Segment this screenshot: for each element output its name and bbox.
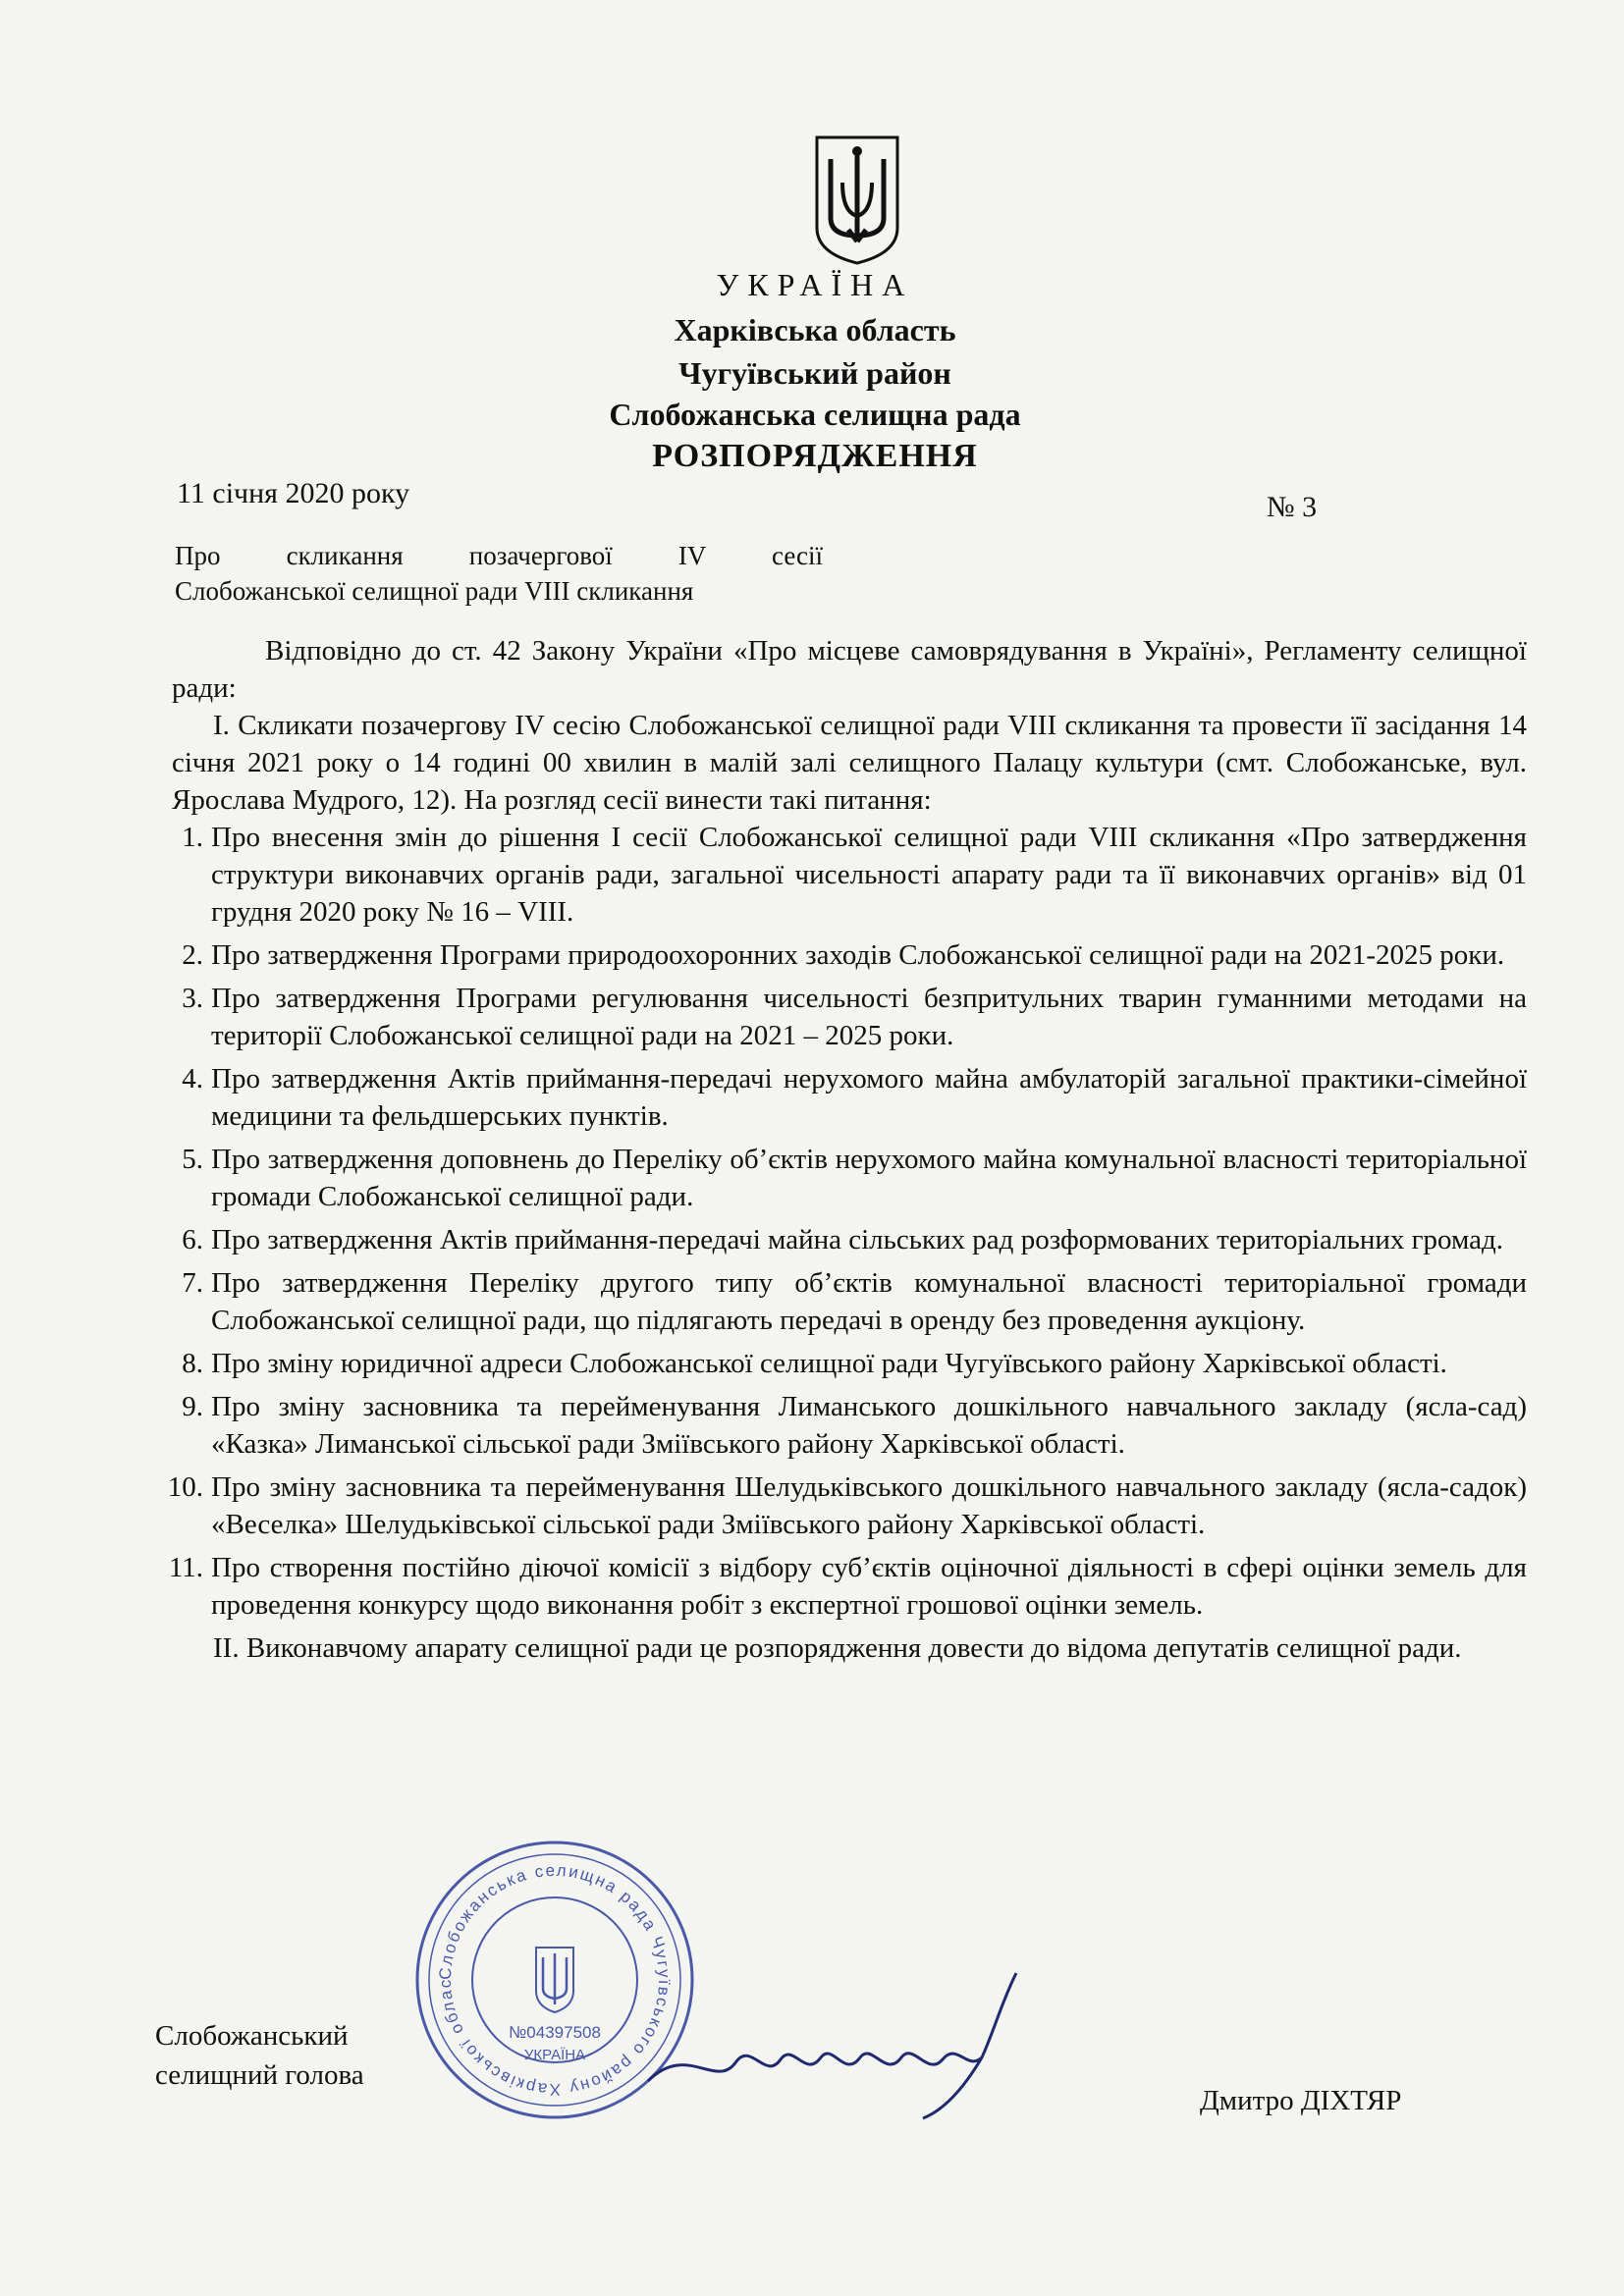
document-body	[167, 632, 1527, 1667]
agenda-item-number: 1.	[182, 822, 203, 853]
intro-paragraph: Відповідно до ст. 42 Закону України «Про місцеве самоврядування в Україні», Регламенту селищної ради:	[172, 635, 1527, 704]
agenda-item-number: 11.	[168, 1552, 203, 1583]
agenda-list	[167, 819, 1527, 1624]
agenda-item-number: 7.	[182, 1267, 203, 1299]
document-type-title: РОЗПОРЯДЖЕННЯ	[652, 438, 978, 474]
agenda-item-number: 10.	[167, 1471, 203, 1503]
agenda-item-text: Про затвердження доповнень до Переліку об’єктів нерухомого майна комунальної власності територіальної громади Слобожанської селищної ради.	[211, 1144, 1527, 1212]
agenda-item-number: 6.	[182, 1224, 203, 1255]
document-subject	[175, 538, 823, 609]
agenda-item-text: Про затвердження Актів приймання-передачі майна сільських рад розформованих територіальних громад.	[211, 1224, 1504, 1255]
agenda-item-text: Про затвердження Програми регулювання чисельності безпритульних тварин гуманними методами на території Слобожанської селищної ради на 2021 – 2025 роки.	[211, 983, 1527, 1051]
agenda-item-text: Про затвердження Переліку другого типу об’єктів комунальної власності територіальної громади Слобожанської селищної ради, що підлягають передачі в оренду без проведення аукціону.	[211, 1267, 1527, 1336]
subject-line-2: Слобожанської селищної ради VIII скликання	[175, 576, 694, 606]
agenda-item	[172, 819, 1527, 931]
stamp-ring-text: Слобожанська селищна рада Чугуївського району Харківської облас	[435, 1860, 675, 2100]
agenda-item-text: Про затвердження Програми природоохоронних заходів Слобожанської селищної ради на 2021-2025 роки.	[211, 939, 1505, 971]
agenda-item-text: Про затвердження Актів приймання-передачі нерухомого майна амбулаторій загальної практики-сімейної медицини та фельдшерських пунктів.	[211, 1063, 1527, 1132]
agenda-item-number: 4.	[182, 1063, 203, 1095]
subject-line-1: Про скликання позачергової IV сесії	[175, 541, 823, 570]
agenda-item-number: 3.	[182, 983, 203, 1014]
section-2-paragraph: ІІ. Виконавчому апарату селищної ради це розпорядження довести до відома депутатів селищної ради.	[213, 1632, 1462, 1664]
country-title: УКРАЇНА	[716, 267, 914, 302]
agenda-item	[172, 1221, 1527, 1258]
agenda-item	[172, 1345, 1527, 1382]
agenda-item	[172, 1141, 1527, 1215]
agenda-item	[172, 1264, 1527, 1339]
agenda-item-text: Про зміну юридичної адреси Слобожанської селищної ради Чугуївського району Харківської області.	[211, 1348, 1447, 1379]
document-number: № 3	[1267, 491, 1318, 523]
agenda-item-number: 2.	[182, 939, 203, 971]
stamp-country: УКРАЇНА	[523, 2047, 586, 2063]
agenda-item-text: Про внесення змін до рішення І сесії Слобожанської селищної ради VIII скликання «Про затвердження структури виконавчих органів ради, загальної чисельності апарату ради та її виконавчих органів» від 01 грудня 2020 року № 16 – VIII.	[211, 822, 1527, 928]
agenda-item	[172, 980, 1527, 1054]
section-1-paragraph: І. Скликати позачергову IV сесію Слобожанської селищної ради VIII скликання та провести її засідання 14 січня 2021 року о 14 годині 00 хвилин в малій залі селищного Палацу культури (смт. Слобожанське, вул. Ярослава Мудрого, 12). На розгляд сесії винести такі питання:	[172, 710, 1527, 816]
agenda-item-text: Про зміну засновника та перейменування Шелудьківського дошкільного навчального закладу (ясла-садок) «Веселка» Шелудьківської сільської ради Зміївського району Харківської області.	[211, 1471, 1527, 1540]
oblast-title: Харківська область	[674, 312, 956, 347]
agenda-item	[172, 1060, 1527, 1135]
agenda-item-text: Про зміну засновника та перейменування Лиманського дошкільного навчального закладу (ясла-сад) «Казка» Лиманської сільської ради Зміївського району Харківської області.	[211, 1391, 1527, 1460]
agenda-item-text: Про створення постійно діючої комісії з відбору суб’єктів оціночної діяльності в сфері оцінки земель для проведення конкурсу щодо виконання робіт з експертної грошової оцінки земель.	[211, 1552, 1527, 1621]
document-date: 11 січня 2020 року	[177, 477, 410, 509]
handwritten-signature	[628, 1963, 1041, 2120]
agenda-item	[172, 1388, 1527, 1463]
signatory-name: Дмитро ДІХТЯР	[1200, 2085, 1402, 2116]
signatory-position	[155, 2016, 364, 2095]
signatory-position-line-1: Слобожанський	[155, 2020, 349, 2052]
trident-emblem-icon	[813, 133, 901, 267]
agenda-item	[167, 1468, 1527, 1543]
agenda-item-number: 9.	[182, 1391, 203, 1422]
agenda-item	[172, 936, 1527, 974]
signatory-position-line-2: селищний голова	[155, 2059, 364, 2091]
stamp-code: №04397508	[509, 2023, 601, 2042]
agenda-item	[168, 1549, 1527, 1624]
agenda-item-number: 8.	[182, 1348, 203, 1379]
agenda-item-number: 5.	[182, 1144, 203, 1175]
district-title: Чугуївський район	[678, 355, 951, 391]
council-title: Слобожанська селищна рада	[609, 397, 1021, 432]
